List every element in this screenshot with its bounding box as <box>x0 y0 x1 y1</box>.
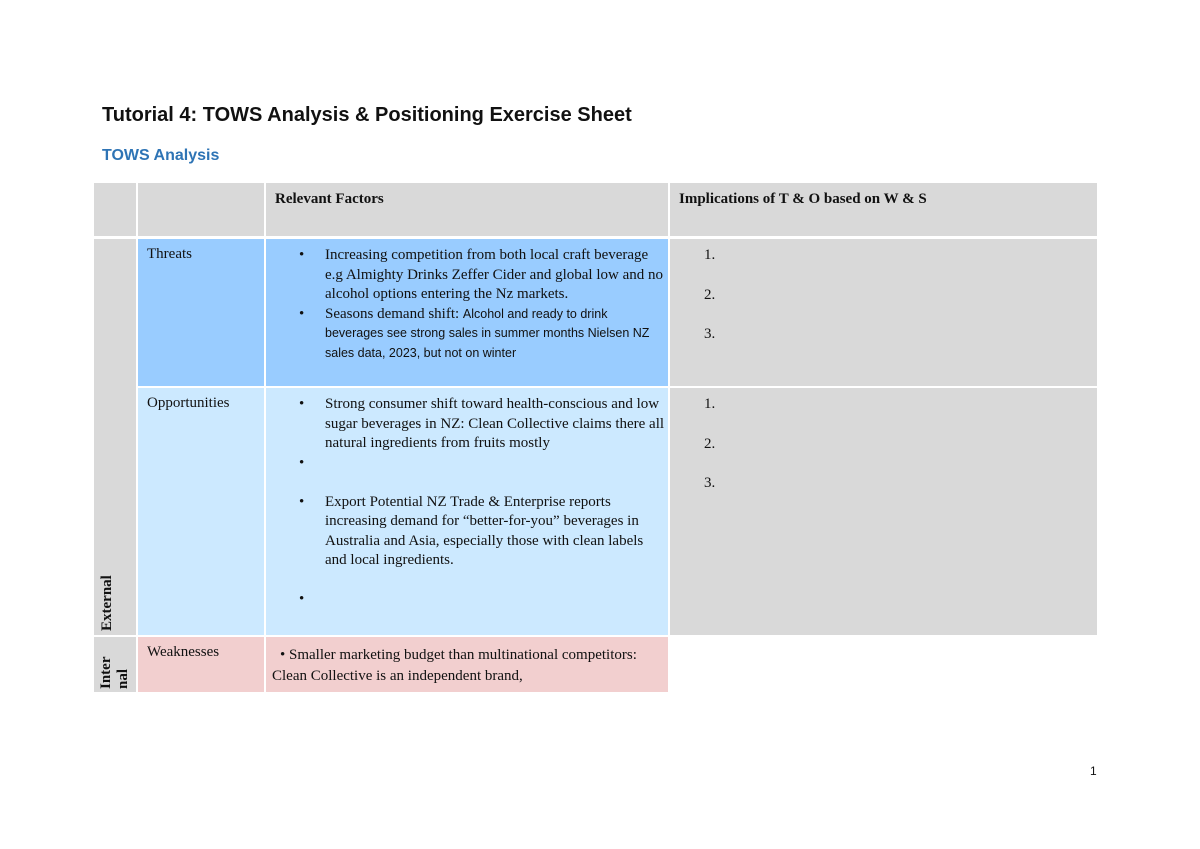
threats-label: Threats <box>138 239 264 386</box>
implication-item: 2. <box>704 286 716 303</box>
implication-item: 3. <box>704 326 716 342</box>
opportunities-implications <box>670 388 1097 635</box>
threats-factors <box>266 239 668 386</box>
list-item: Smaller marketing budget than multinational competitors: Clean Collective is an independent brand, <box>272 647 637 684</box>
weaknesses-label: Weaknesses <box>138 637 264 692</box>
list-item: • Seasons demand shift: Alcohol and ready to drink beverages see strong sales in summer months Nielsen NZ sales data, 2023, but not on winter <box>299 305 650 360</box>
implication-item: 2. <box>704 435 716 452</box>
header-corner-cell <box>94 183 136 236</box>
header-implications: Implications of T & O based on W & S <box>670 183 1097 236</box>
external-group-cell <box>94 239 136 635</box>
opportunities-label: Opportunities <box>138 388 264 635</box>
implication-item: 3. <box>704 475 716 491</box>
header-relevant-factors: Relevant Factors <box>266 183 668 236</box>
page-title: Tutorial 4: TOWS Analysis & Positioning Exercise Sheet <box>102 104 632 126</box>
list-item: • Strong consumer shift toward health-conscious and low sugar beverages in NZ: Clean Collective claims there all natural ingredients from fruits mostly <box>299 396 665 451</box>
external-label: External <box>99 575 115 631</box>
page-number: 1 <box>1090 764 1097 778</box>
internal-group-cell <box>94 637 136 692</box>
opportunities-factors: • Strong consumer shift toward health-conscious and low sugar beverages in NZ: Clean Collective claims there all natural ingredients from fruits mostly • • Export Potential NZ Trade & Enterprise reports increasing demand for “better-for-you” beverages in Australia and Asia, especially those with clean labels and local ingredients. • <box>266 388 668 635</box>
list-item: • Export Potential NZ Trade & Enterprise reports increasing demand for “better-for-you” beverages in Australia and Asia, especially those with clean labels and local ingredients. <box>299 493 644 568</box>
threats-implications <box>670 239 1097 386</box>
header-label-cell <box>138 183 264 236</box>
section-heading: TOWS Analysis <box>102 147 220 164</box>
weaknesses-factors: • Smaller marketing budget than multinational competitors: Clean Collective is an independent brand, <box>266 637 668 692</box>
list-item: • Increasing competition from both local craft beverage e.g Almighty Drinks Zeffer Cider and global low and no alcohol options entering the Nz markets. <box>299 247 663 302</box>
list-item: • <box>299 454 305 471</box>
internal-label: Inter nal <box>98 656 131 689</box>
implication-item: 1. <box>704 396 716 412</box>
implication-item: 1. <box>704 247 716 263</box>
